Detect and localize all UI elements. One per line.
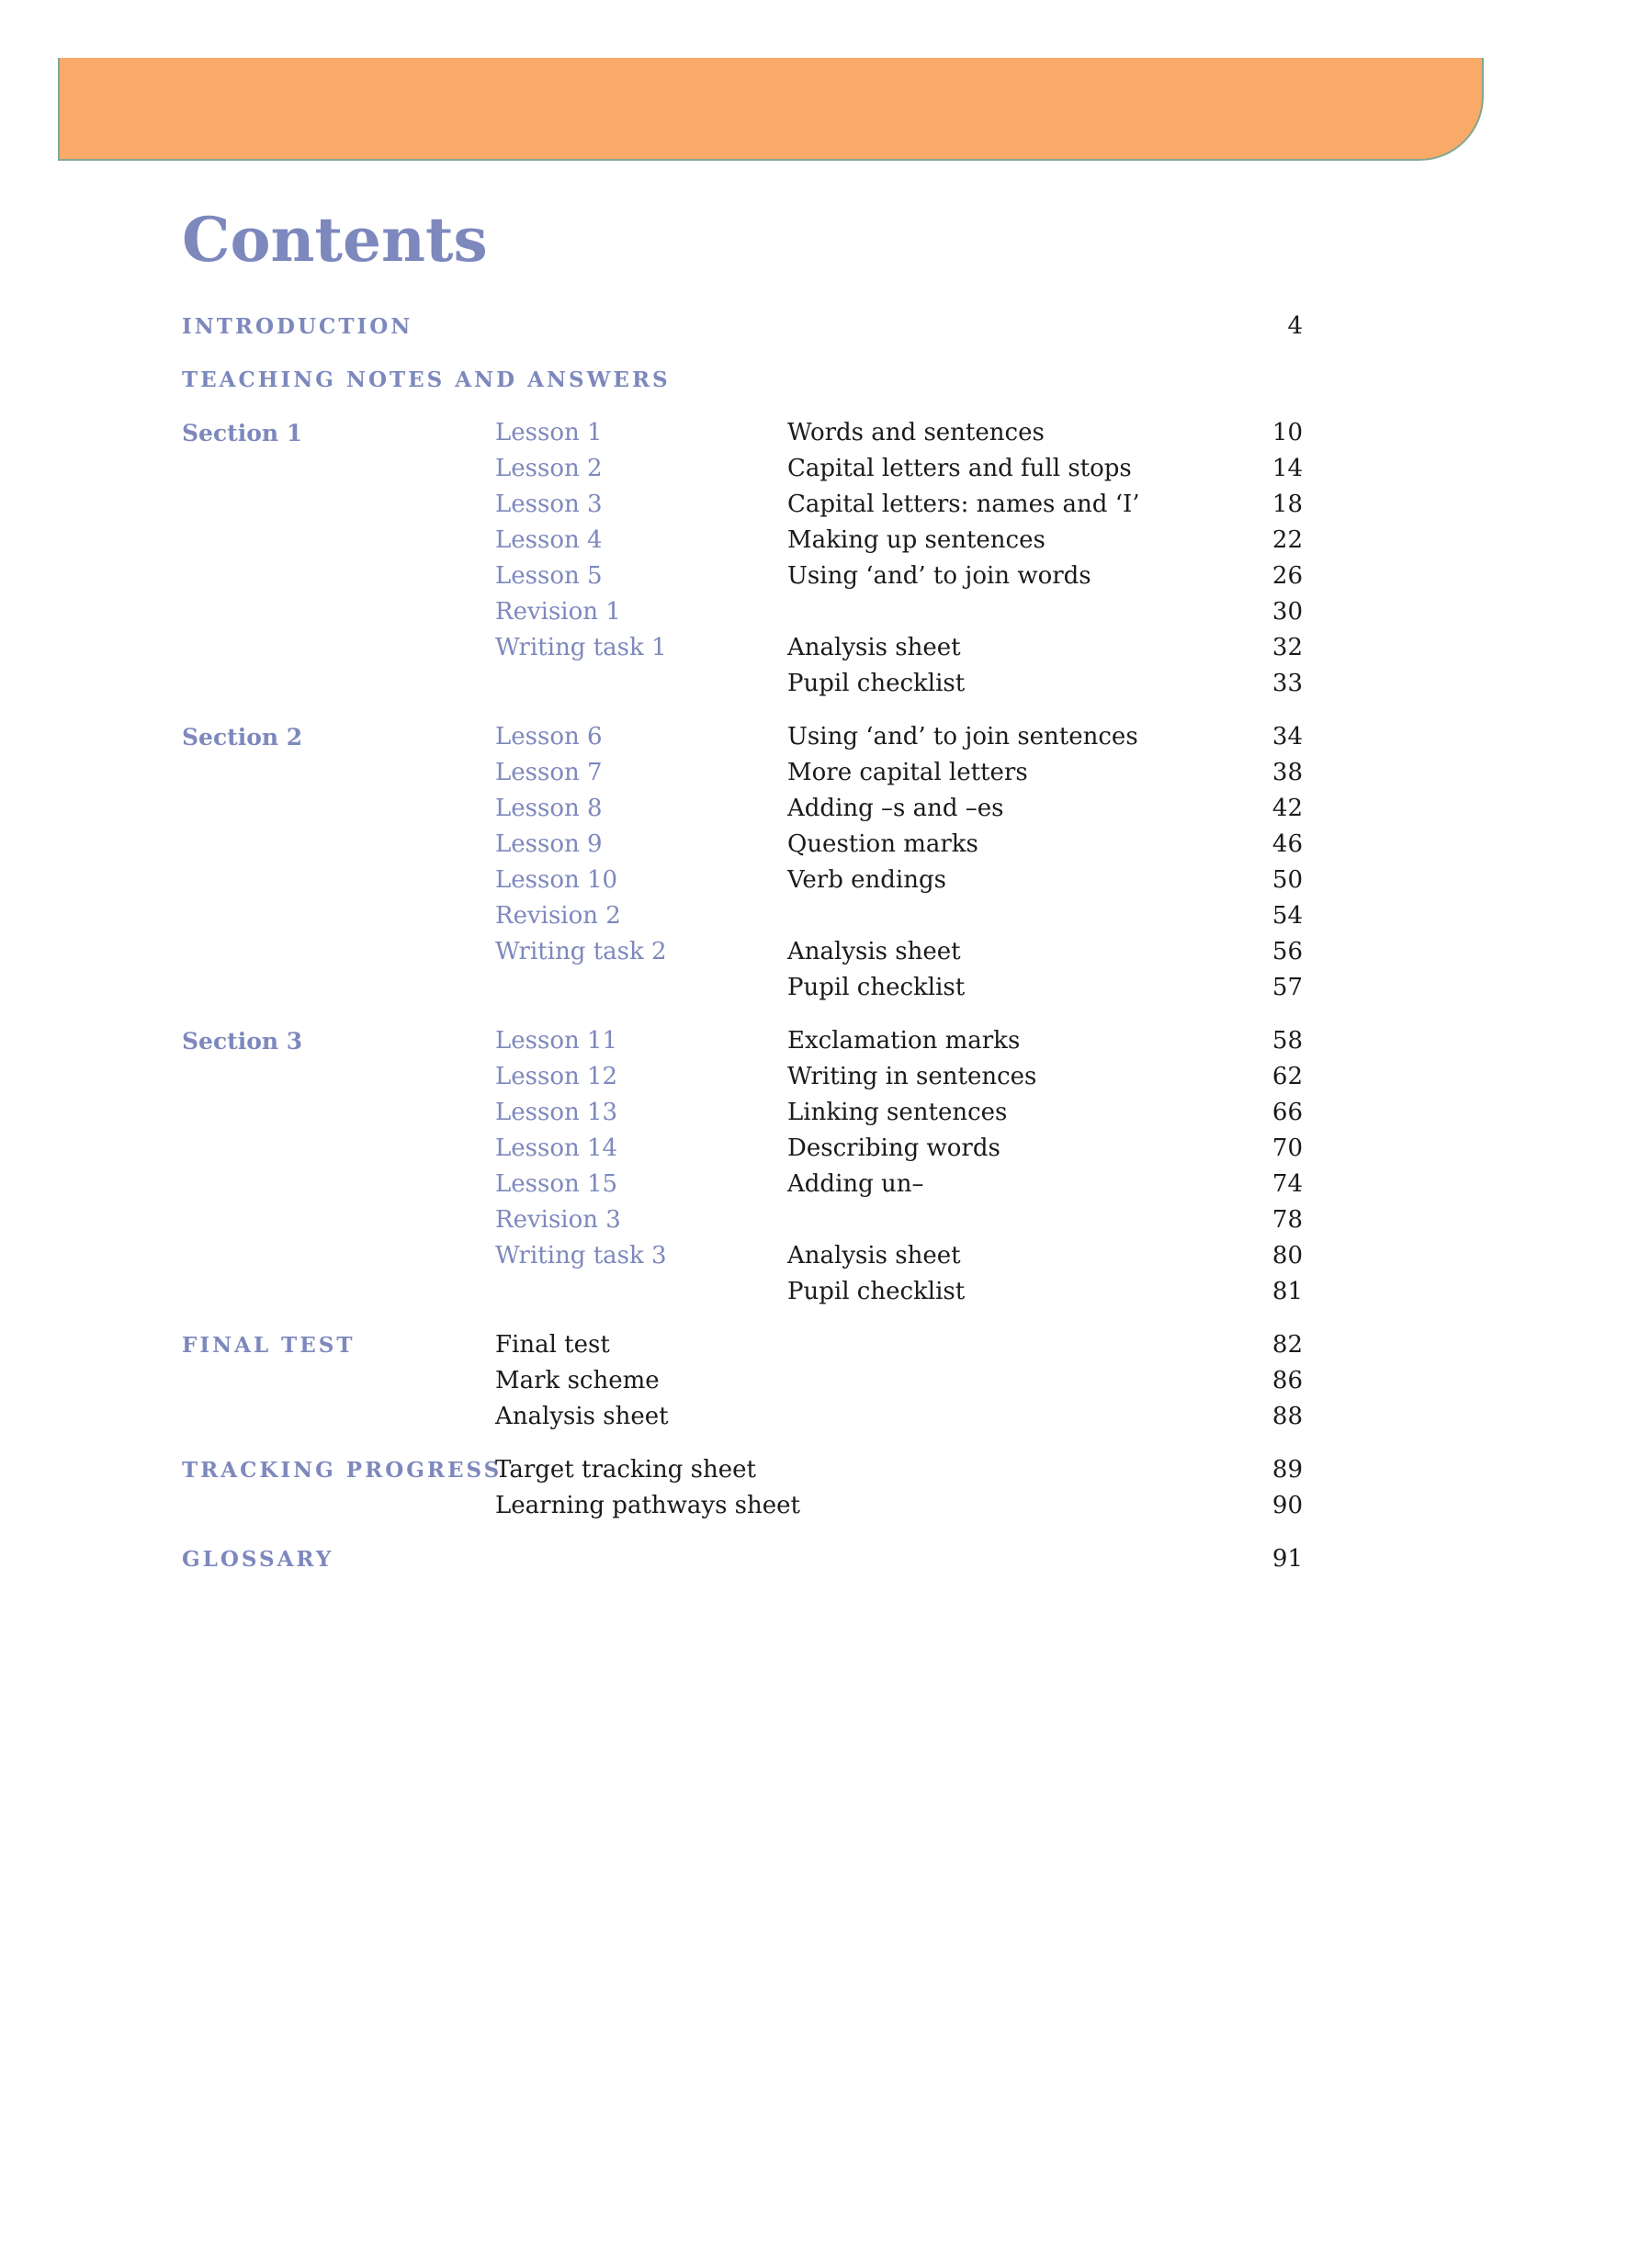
toc-row[interactable] bbox=[182, 1202, 1303, 1238]
toc-row[interactable] bbox=[182, 1488, 1303, 1524]
toc-item: Revision 2 bbox=[495, 902, 621, 930]
toc-row[interactable] bbox=[182, 791, 1303, 827]
introduction-heading: INTRODUCTION bbox=[182, 314, 413, 339]
toc-description: Question marks bbox=[787, 830, 978, 858]
page-number: 81 bbox=[1272, 1278, 1303, 1305]
toc-item: Lesson 2 bbox=[495, 455, 603, 482]
page-number: 89 bbox=[1272, 1456, 1303, 1484]
toc-description: Capital letters: names and ‘I’ bbox=[787, 491, 1140, 518]
tracking-progress-heading: TRACKING PROGRESS bbox=[182, 1458, 503, 1483]
toc-row[interactable] bbox=[182, 934, 1303, 970]
page-number: 88 bbox=[1272, 1403, 1303, 1430]
toc-row[interactable] bbox=[182, 1452, 1303, 1488]
page-number: 86 bbox=[1272, 1367, 1303, 1394]
page-number: 74 bbox=[1272, 1170, 1303, 1198]
toc-row[interactable] bbox=[182, 594, 1303, 630]
toc-item: Lesson 5 bbox=[495, 562, 603, 590]
page-number: 90 bbox=[1272, 1492, 1303, 1519]
toc-description: Analysis sheet bbox=[787, 634, 961, 661]
toc-row[interactable] bbox=[182, 1274, 1303, 1310]
toc-description: Exclamation marks bbox=[787, 1027, 1021, 1055]
teaching-notes-heading: TEACHING NOTES AND ANSWERS bbox=[182, 367, 671, 392]
toc-item: Lesson 13 bbox=[495, 1099, 618, 1126]
toc-item: Lesson 4 bbox=[495, 526, 603, 554]
page-number: 78 bbox=[1272, 1206, 1303, 1234]
page-number: 80 bbox=[1272, 1242, 1303, 1269]
toc-row[interactable] bbox=[182, 1095, 1303, 1131]
toc-description: Adding un– bbox=[787, 1170, 924, 1198]
page-number: 42 bbox=[1272, 795, 1303, 822]
page-number: 62 bbox=[1272, 1063, 1303, 1090]
section-3-label: Section 3 bbox=[182, 1028, 303, 1055]
toc-row[interactable] bbox=[182, 755, 1303, 791]
page-title: Contents bbox=[182, 204, 488, 276]
toc-description: Using ‘and’ to join words bbox=[787, 562, 1091, 590]
page-number: 4 bbox=[1287, 312, 1303, 340]
toc-item: Final test bbox=[495, 1331, 610, 1359]
toc-item: Lesson 3 bbox=[495, 491, 603, 518]
toc-item: Lesson 12 bbox=[495, 1063, 618, 1090]
page-number: 91 bbox=[1272, 1545, 1303, 1573]
page-number: 66 bbox=[1272, 1099, 1303, 1126]
toc-item: Writing task 1 bbox=[495, 634, 667, 661]
toc-item: Revision 1 bbox=[495, 598, 621, 626]
page-number: 30 bbox=[1272, 598, 1303, 626]
toc-row[interactable] bbox=[182, 898, 1303, 934]
toc-item: Mark scheme bbox=[495, 1367, 660, 1394]
section-2-label: Section 2 bbox=[182, 724, 303, 750]
toc-row[interactable] bbox=[182, 1167, 1303, 1202]
toc-row[interactable] bbox=[182, 487, 1303, 523]
header-banner-edge bbox=[58, 58, 60, 161]
toc-item: Lesson 7 bbox=[495, 759, 603, 786]
toc-row[interactable] bbox=[182, 1023, 1303, 1059]
toc-description: Using ‘and’ to join sentences bbox=[787, 723, 1138, 750]
toc-item: Lesson 8 bbox=[495, 795, 603, 822]
page-number: 58 bbox=[1272, 1027, 1303, 1055]
page-number: 70 bbox=[1272, 1134, 1303, 1162]
toc-row[interactable] bbox=[182, 1059, 1303, 1095]
toc-description: More capital letters bbox=[787, 759, 1028, 786]
toc-description: Writing in sentences bbox=[787, 1063, 1037, 1090]
page-number: 46 bbox=[1272, 830, 1303, 858]
table-of-contents bbox=[182, 309, 1303, 1577]
toc-row[interactable] bbox=[182, 666, 1303, 702]
toc-row[interactable] bbox=[182, 415, 1303, 451]
page-number: 82 bbox=[1272, 1331, 1303, 1359]
toc-description: Describing words bbox=[787, 1134, 1000, 1162]
toc-description: Linking sentences bbox=[787, 1099, 1008, 1126]
toc-item: Analysis sheet bbox=[495, 1403, 669, 1430]
toc-description: Making up sentences bbox=[787, 526, 1046, 554]
toc-row-introduction[interactable] bbox=[182, 309, 1303, 344]
toc-item: Revision 3 bbox=[495, 1206, 621, 1234]
page-number: 14 bbox=[1272, 455, 1303, 482]
toc-row[interactable] bbox=[182, 1327, 1303, 1363]
toc-description: Pupil checklist bbox=[787, 1278, 966, 1305]
toc-item: Lesson 14 bbox=[495, 1134, 618, 1162]
toc-row[interactable] bbox=[182, 827, 1303, 863]
final-test-heading: FINAL TEST bbox=[182, 1333, 356, 1358]
toc-row[interactable] bbox=[182, 1238, 1303, 1274]
toc-row[interactable] bbox=[182, 1399, 1303, 1435]
toc-item: Lesson 9 bbox=[495, 830, 603, 858]
toc-item: Learning pathways sheet bbox=[495, 1492, 800, 1519]
toc-description: Pupil checklist bbox=[787, 974, 966, 1001]
toc-description: Adding –s and –es bbox=[787, 795, 1004, 822]
toc-row[interactable] bbox=[182, 451, 1303, 487]
page-number: 10 bbox=[1272, 419, 1303, 446]
toc-item: Lesson 1 bbox=[495, 419, 603, 446]
toc-item: Writing task 2 bbox=[495, 938, 667, 965]
toc-description: Analysis sheet bbox=[787, 938, 961, 965]
toc-row[interactable] bbox=[182, 630, 1303, 666]
toc-row[interactable] bbox=[182, 523, 1303, 559]
toc-description: Pupil checklist bbox=[787, 670, 966, 697]
toc-description: Verb endings bbox=[787, 866, 946, 894]
glossary-heading: GLOSSARY bbox=[182, 1547, 334, 1572]
page-number: 56 bbox=[1272, 938, 1303, 965]
toc-row[interactable] bbox=[182, 970, 1303, 1006]
toc-row[interactable] bbox=[182, 559, 1303, 594]
page-number: 34 bbox=[1272, 723, 1303, 750]
toc-row[interactable] bbox=[182, 719, 1303, 755]
toc-item: Writing task 3 bbox=[495, 1242, 667, 1269]
toc-row[interactable] bbox=[182, 1363, 1303, 1399]
page-number: 18 bbox=[1272, 491, 1303, 518]
page-number: 50 bbox=[1272, 866, 1303, 894]
toc-item: Target tracking sheet bbox=[495, 1456, 756, 1484]
header-banner bbox=[58, 58, 1484, 161]
toc-description: Words and sentences bbox=[787, 419, 1045, 446]
page-number: 38 bbox=[1272, 759, 1303, 786]
toc-row-glossary[interactable] bbox=[182, 1541, 1303, 1577]
page-number: 32 bbox=[1272, 634, 1303, 661]
toc-item: Lesson 15 bbox=[495, 1170, 618, 1198]
toc-description: Analysis sheet bbox=[787, 1242, 961, 1269]
toc-row[interactable] bbox=[182, 1131, 1303, 1167]
section-1-label: Section 1 bbox=[182, 420, 303, 446]
toc-item: Lesson 11 bbox=[495, 1027, 618, 1055]
toc-description: Capital letters and full stops bbox=[787, 455, 1132, 482]
page-number: 54 bbox=[1272, 902, 1303, 930]
page-number: 26 bbox=[1272, 562, 1303, 590]
toc-item: Lesson 10 bbox=[495, 866, 618, 894]
toc-row[interactable] bbox=[182, 863, 1303, 898]
page-number: 22 bbox=[1272, 526, 1303, 554]
page-number: 57 bbox=[1272, 974, 1303, 1001]
toc-row-teaching-notes bbox=[182, 362, 1303, 398]
page-number: 33 bbox=[1272, 670, 1303, 697]
toc-item: Lesson 6 bbox=[495, 723, 603, 750]
